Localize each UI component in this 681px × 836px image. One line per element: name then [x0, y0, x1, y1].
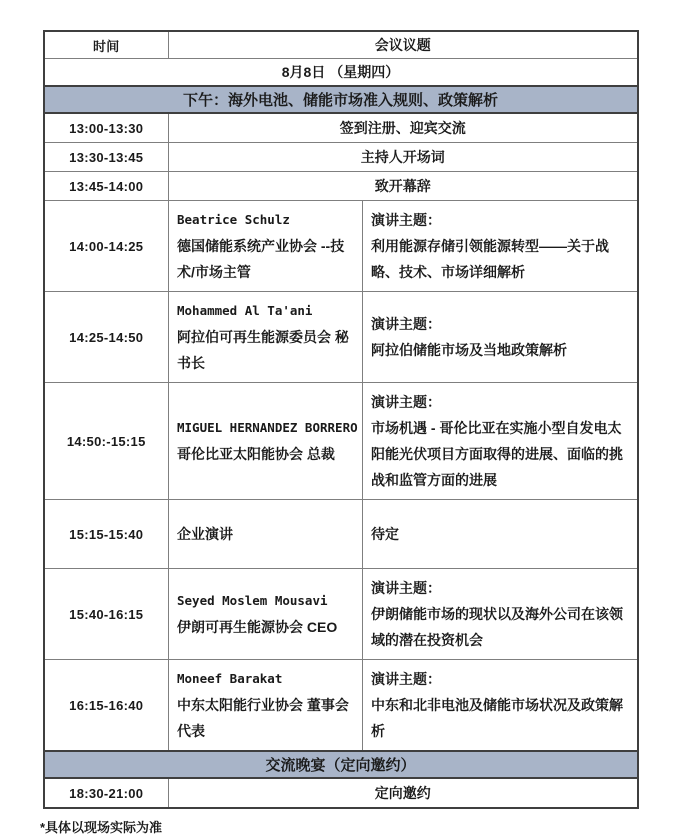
agenda-table: [43, 30, 639, 809]
column-header-topic: 会议议题: [169, 31, 638, 59]
speaker-line: Moneef Barakat: [177, 671, 283, 686]
speaker-line: 中东太阳能行业协会 董事会代表: [177, 697, 349, 739]
topic-line: 演讲主题：: [371, 316, 441, 332]
topic-cell: [363, 383, 638, 500]
table-row-simple: [44, 172, 638, 201]
table-row-speaker: [44, 201, 638, 292]
speaker-line: Mohammed Al Ta'ani: [177, 303, 313, 318]
section-title-cell: 交流晚宴（定向邀约）: [44, 751, 638, 778]
table-row-section: [44, 86, 638, 113]
table-row-speaker: [44, 569, 638, 660]
footnote: *具体以现场实际为准: [40, 820, 163, 835]
table-row-date: [44, 59, 638, 87]
time-cell: 15:15-15:40: [44, 500, 169, 569]
activity-cell: 主持人开场词: [169, 143, 638, 172]
speaker-cell: [169, 660, 363, 752]
speaker-line: Beatrice Schulz: [177, 212, 290, 227]
topic-line: 待定: [371, 526, 399, 542]
time-cell: 16:15-16:40: [44, 660, 169, 752]
topic-cell: [363, 201, 638, 292]
speaker-line: 企业演讲: [177, 526, 233, 542]
time-cell: 13:00-13:30: [44, 113, 169, 143]
topic-line: 利用能源存储引领能源转型——关于战略、技术、市场详细解析: [371, 238, 609, 280]
topic-line: 演讲主题：: [371, 580, 441, 596]
topic-cell: [363, 500, 638, 569]
agenda-table-body: [44, 31, 638, 808]
topic-cell: [363, 569, 638, 660]
activity-cell: 签到注册、迎宾交流: [169, 113, 638, 143]
table-header-row: [44, 31, 638, 59]
speaker-cell: [169, 201, 363, 292]
time-cell: 14:25-14:50: [44, 292, 169, 383]
topic-line: 市场机遇 - 哥伦比亚在实施小型自发电太阳能光伏项目方面取得的进展、面临的挑战和监管方面的进展: [371, 420, 623, 488]
time-cell: 15:40-16:15: [44, 569, 169, 660]
time-cell: 13:45-14:00: [44, 172, 169, 201]
section-title-cell: 下午：海外电池、储能市场准入规则、政策解析: [44, 86, 638, 113]
time-cell: 14:50:-15:15: [44, 383, 169, 500]
activity-cell: 定向邀约: [169, 778, 638, 808]
topic-line: 中东和北非电池及储能市场状况及政策解析: [371, 697, 623, 739]
topic-line: 阿拉伯储能市场及当地政策解析: [371, 342, 567, 358]
topic-cell: [363, 660, 638, 752]
speaker-line: 德国储能系统产业协会 --技术/市场主管: [177, 238, 345, 280]
table-row-simple: [44, 143, 638, 172]
speaker-cell: [169, 292, 363, 383]
topic-line: 演讲主题：: [371, 212, 441, 228]
speaker-line: Seyed Moslem Mousavi: [177, 593, 328, 608]
speaker-line: 阿拉伯可再生能源委员会 秘书长: [177, 329, 349, 371]
speaker-line: 哥伦比亚太阳能协会 总裁: [177, 446, 335, 462]
topic-line: 演讲主题：: [371, 671, 441, 687]
topic-line: 伊朗储能市场的现状以及海外公司在该领域的潜在投资机会: [371, 606, 623, 648]
table-row-simple: [44, 778, 638, 808]
table-row-simple: [44, 113, 638, 143]
activity-cell: 致开幕辞: [169, 172, 638, 201]
time-cell: 13:30-13:45: [44, 143, 169, 172]
table-row-speaker: [44, 383, 638, 500]
table-row-section: [44, 751, 638, 778]
table-row-speaker: [44, 660, 638, 752]
speaker-cell: [169, 500, 363, 569]
column-header-time: 时间: [44, 31, 169, 59]
time-cell: 14:00-14:25: [44, 201, 169, 292]
speaker-line: MIGUEL HERNANDEZ BORRERO: [177, 420, 358, 435]
speaker-cell: [169, 383, 363, 500]
table-row-speaker: [44, 500, 638, 569]
speaker-cell: [169, 569, 363, 660]
table-row-speaker: [44, 292, 638, 383]
speaker-line: 伊朗可再生能源协会 CEO: [177, 619, 338, 635]
topic-line: 演讲主题：: [371, 394, 441, 410]
date-cell: 8月8日 （星期四）: [44, 59, 638, 87]
topic-cell: [363, 292, 638, 383]
time-cell: 18:30-21:00: [44, 778, 169, 808]
